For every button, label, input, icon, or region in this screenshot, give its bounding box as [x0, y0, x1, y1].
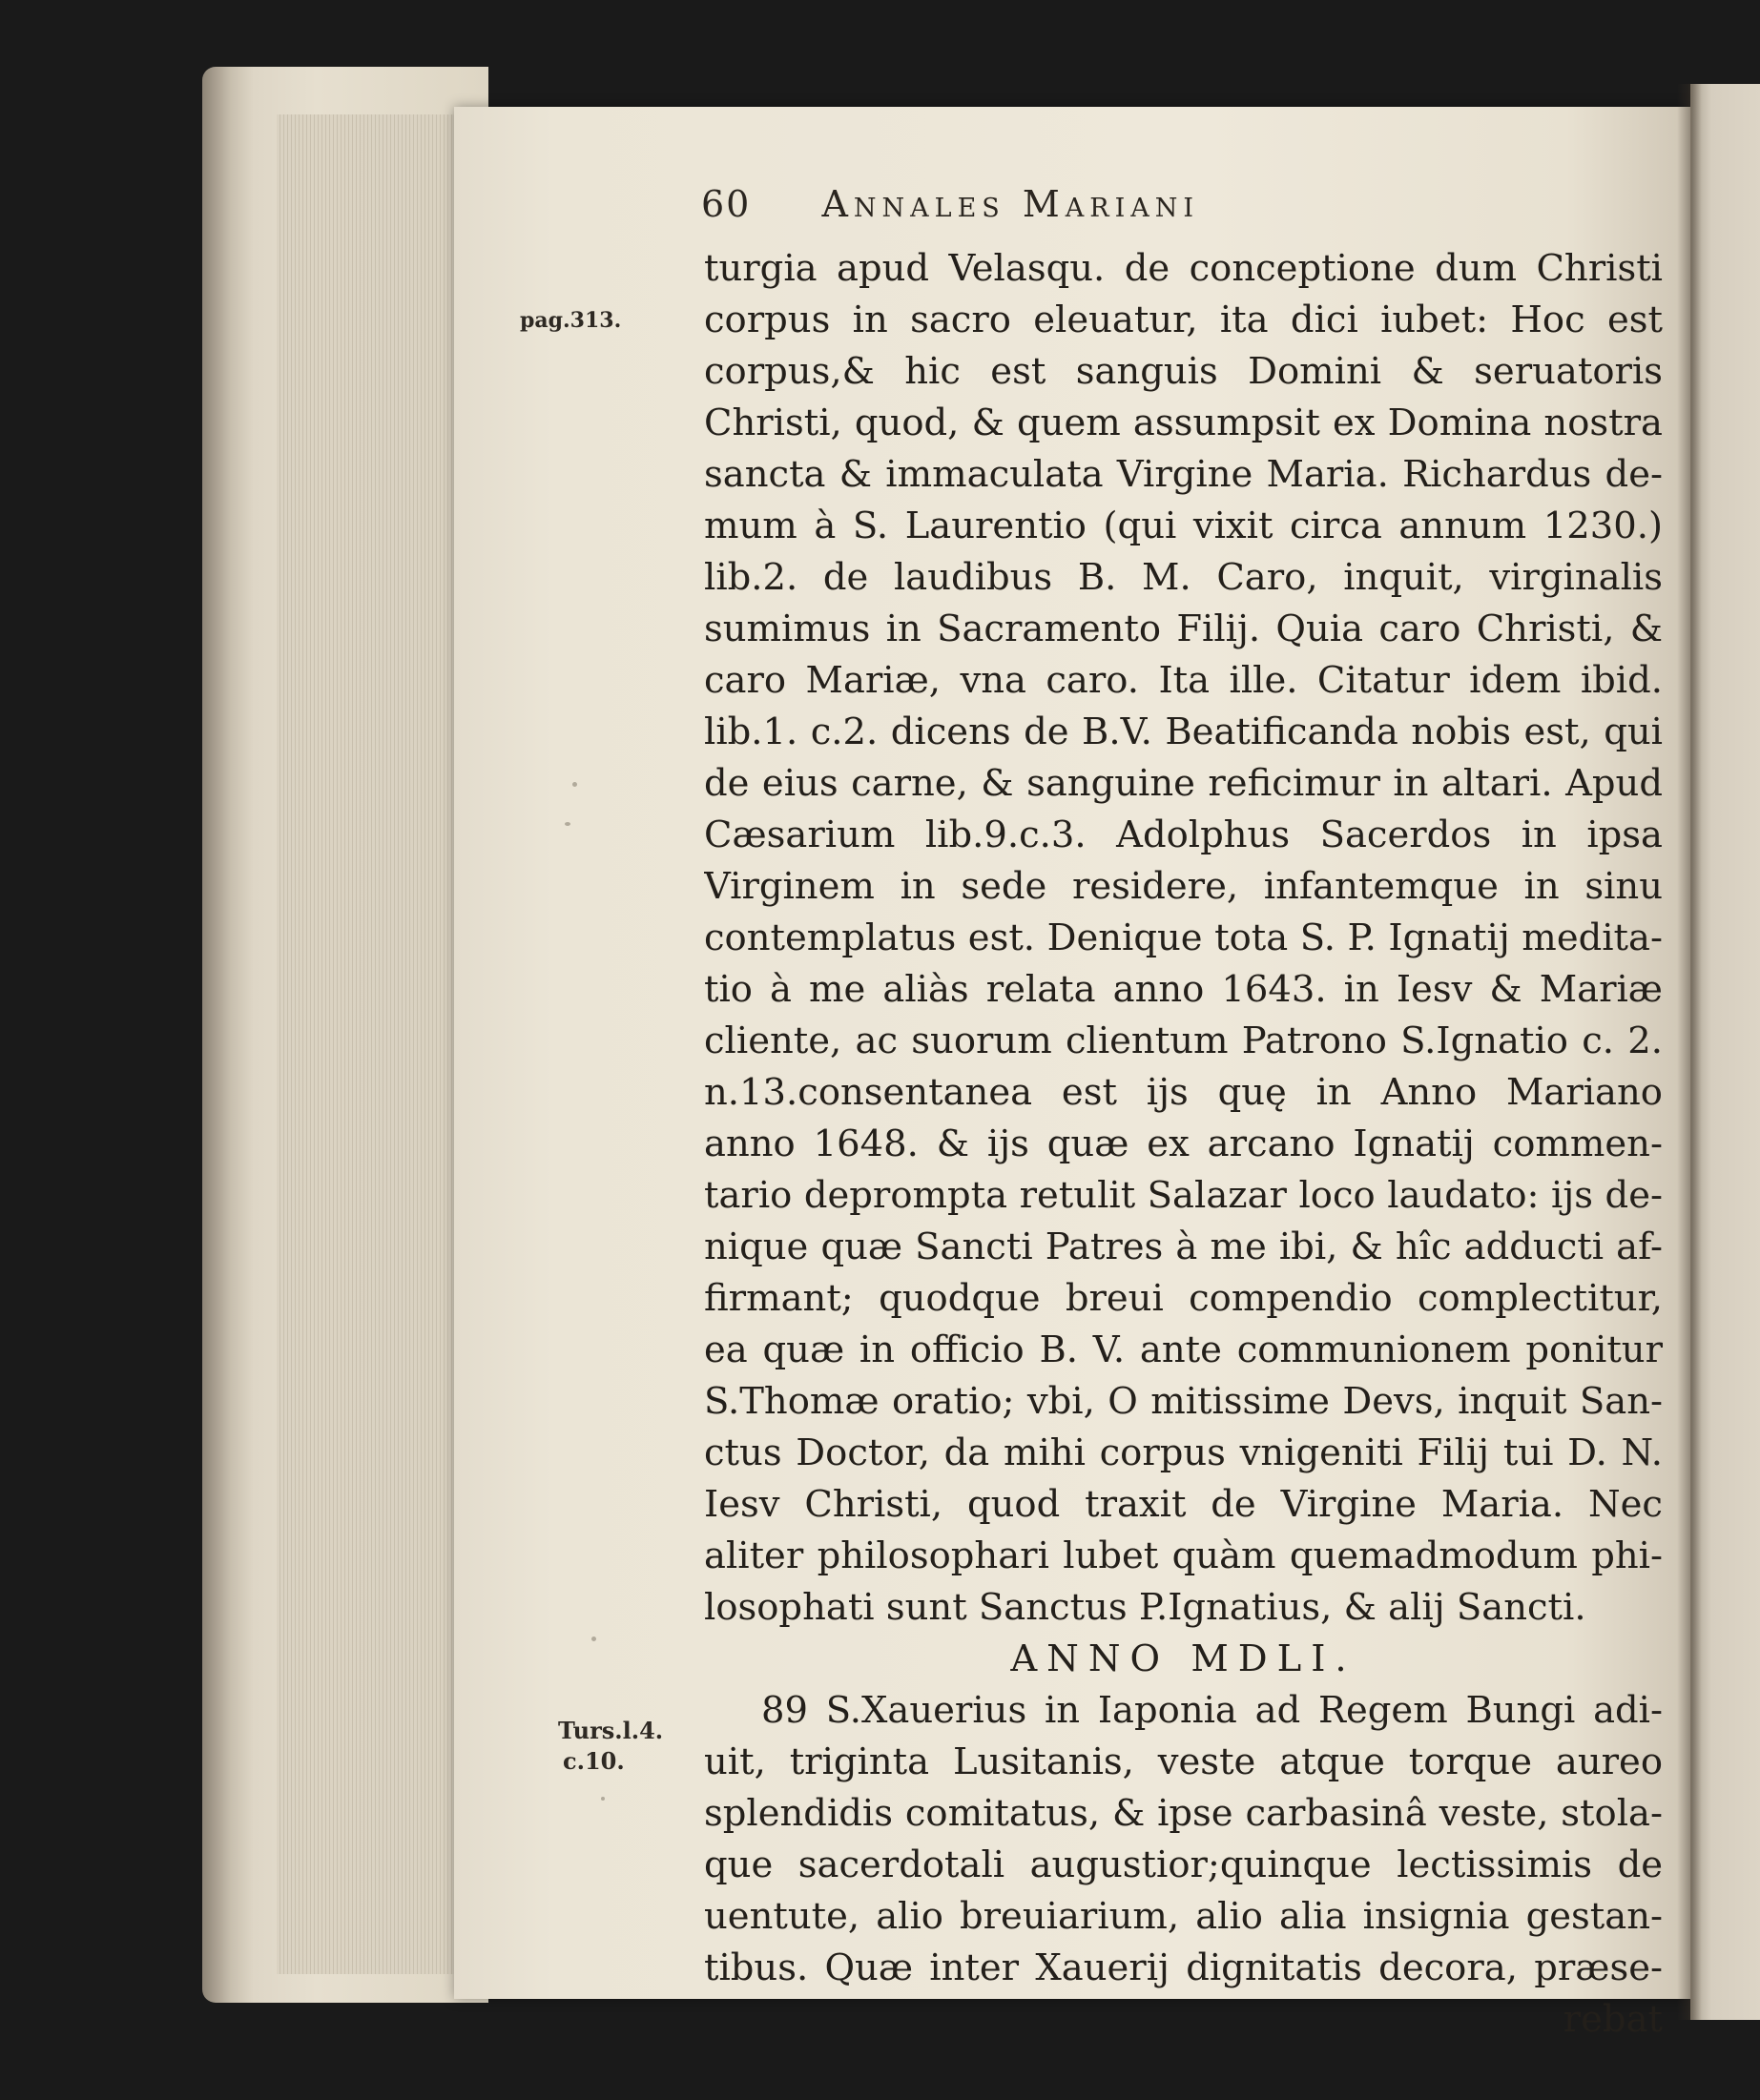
margin-note-reference: c.10.	[563, 1747, 625, 1775]
text-line: contemplatus est. Denique tota S. P. Ignatij medita-	[704, 916, 1663, 959]
text-line: n.13.consentanea est ijs quę in Anno Mariano	[704, 1071, 1663, 1114]
paper-speck	[601, 1797, 605, 1801]
text-line: Iesv Christi, quod traxit de Virgine Maria. Nec	[704, 1483, 1663, 1526]
text-line: nique quæ Sancti Patres à me ibi, & hîc adducti af-	[704, 1225, 1663, 1268]
text-line: losophati sunt Sanctus P.Ignatius, & alij Sancti.	[704, 1586, 1586, 1629]
text-line: que sacerdotali augustior;quinque lectissimis de	[704, 1843, 1663, 1886]
text-line: firmant; quodque breui compendio complectitur,	[704, 1277, 1663, 1320]
text-line: Christi, quod, & quem assumpsit ex Domina nostra	[704, 401, 1663, 444]
text-line: corpus in sacro eleuatur, ita dici iubet: Hoc est	[704, 299, 1663, 341]
text-line: sancta & immaculata Virgine Maria. Richardus de-	[704, 453, 1663, 496]
text-line: Cæsarium lib.9.c.3. Adolphus Sacerdos in ipsa	[704, 813, 1663, 856]
margin-note-reference: pag.313.	[520, 308, 622, 333]
page-leaves-edge	[277, 114, 467, 1974]
page-number: 60	[701, 183, 752, 225]
running-head	[701, 183, 1199, 225]
text-line: tio à me aliàs relata anno 1643. in Iesv & Mariæ	[704, 968, 1663, 1011]
paper-speck	[565, 822, 570, 826]
text-line: tario deprompta retulit Salazar loco laudato: ijs de-	[704, 1174, 1663, 1217]
text-line: de eius carne, & sanguine reficimur in altari. Apud	[704, 762, 1663, 805]
text-line: uentute, alio breuiarium, alio alia insignia gestan-	[704, 1895, 1663, 1938]
text-line: splendidis comitatus, & ipse carbasinâ veste, stola-	[704, 1792, 1663, 1835]
text-line: aliter philosophari lubet quàm quemadmodum phi-	[704, 1534, 1663, 1577]
page-text	[704, 243, 1663, 2046]
paper-speck	[572, 782, 577, 787]
margin-note-reference: Turs.l.4.	[558, 1717, 664, 1744]
running-title: Annales Mariani	[821, 183, 1200, 225]
text-line: cliente, ac suorum clientum Patrono S.Ignatio c. 2.	[704, 1019, 1663, 1062]
text-line: S.Thomæ oratio; vbi, O mitissime Devs, inquit San-	[704, 1380, 1663, 1423]
text-line: 89 S.Xauerius in Iaponia ad Regem Bungi adi-	[761, 1689, 1663, 1732]
paper-speck	[591, 1637, 596, 1641]
text-line: sumimus in Sacramento Filij. Quia caro Christi, &	[704, 607, 1663, 650]
text-line: ea quæ in officio B. V. ante communionem ponitur	[704, 1328, 1663, 1371]
text-line: anno 1648. & ijs quæ ex arcano Ignatij commen-	[704, 1122, 1663, 1165]
text-line: ctus Doctor, da mihi corpus vnigeniti Filij tui D. N.	[704, 1431, 1663, 1474]
text-line: corpus,& hic est sanguis Domini & seruatoris	[704, 350, 1663, 393]
book-gutter	[1677, 84, 1702, 2020]
text-line: lib.2. de laudibus B. M. Caro, inquit, virginalis	[704, 556, 1663, 599]
text-line: uit, triginta Lusitanis, veste atque torque aureo	[704, 1740, 1663, 1783]
text-line: mum à S. Laurentio (qui vixit circa annum 1230.)	[704, 504, 1663, 547]
text-line: lib.1. c.2. dicens de B.V. Beatificanda nobis est, qui	[704, 710, 1663, 753]
text-line: caro Mariæ, vna caro. Ita ille. Citatur idem ibid.	[704, 659, 1663, 702]
section-heading: ANNO MDLI.	[1010, 1637, 1356, 1680]
text-line: turgia apud Velasqu. de conceptione dum Christi	[704, 247, 1663, 290]
text-line: Virginem in sede residere, infantemque in sinu	[704, 865, 1663, 908]
catchword: rebat	[1563, 1998, 1663, 2041]
text-line: tibus. Quæ inter Xauerij dignitatis decora, præse-	[704, 1946, 1663, 1989]
